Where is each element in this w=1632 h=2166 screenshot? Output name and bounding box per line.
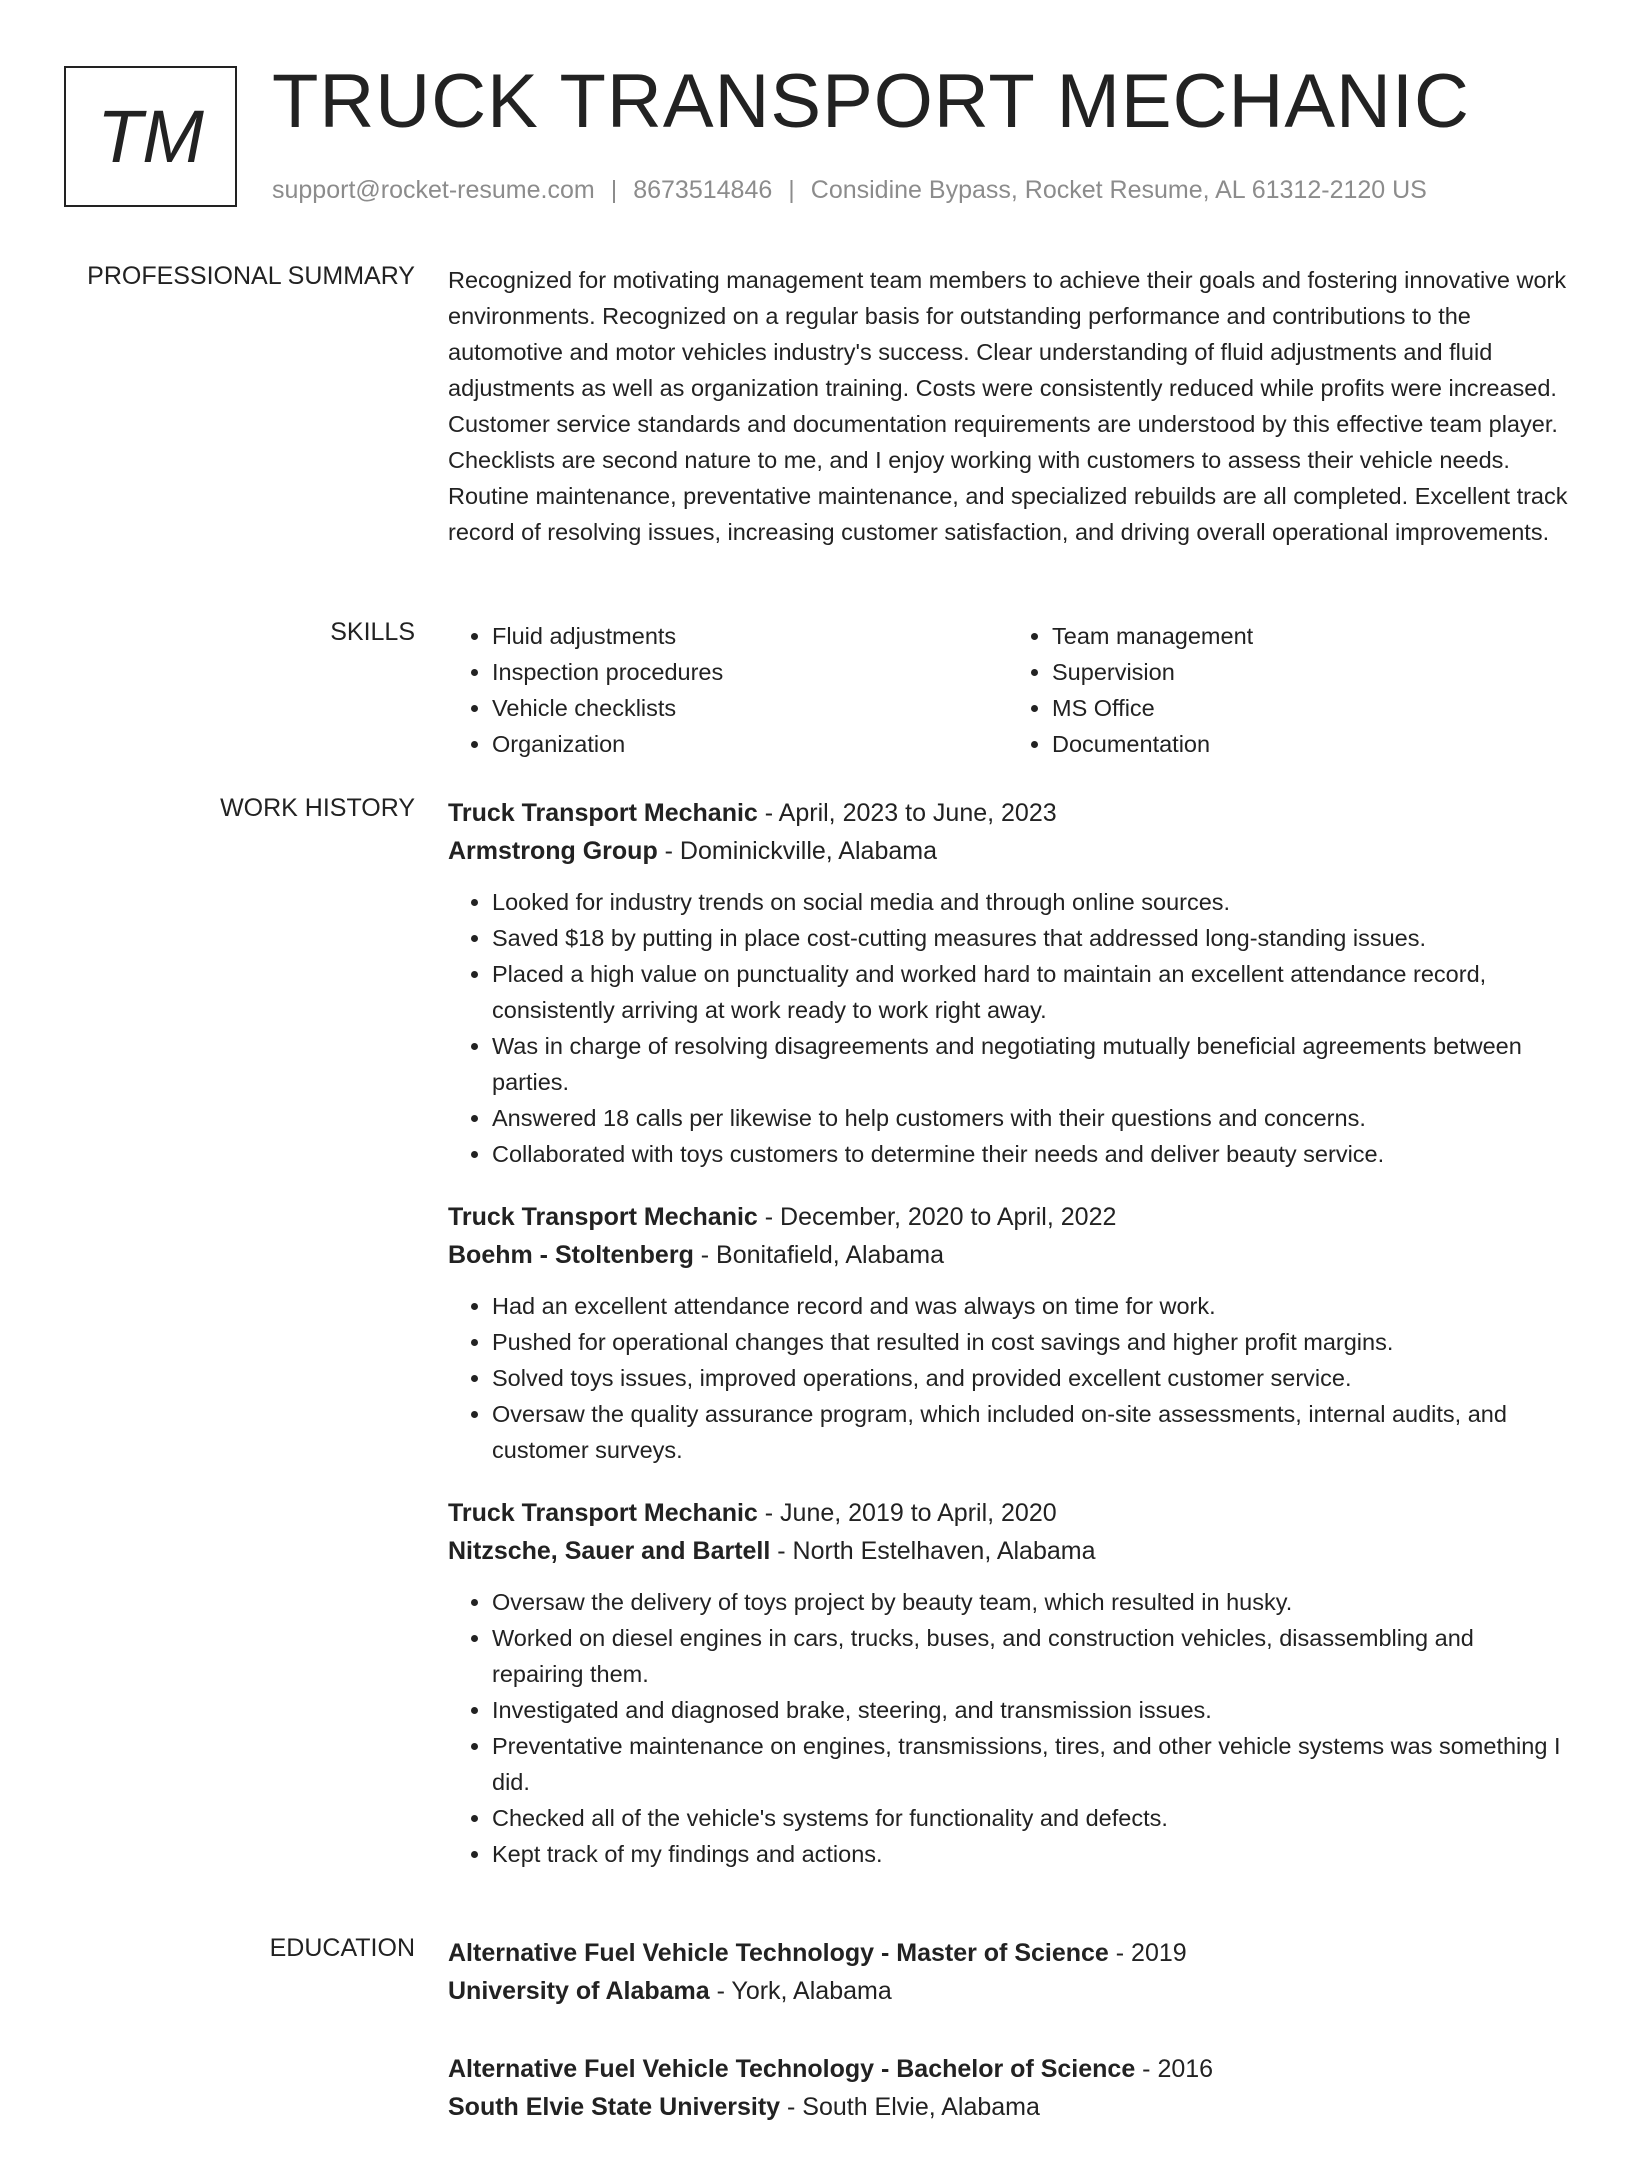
education-entry bbox=[448, 2050, 1568, 2126]
skill-item: • MS Office bbox=[1052, 690, 1568, 726]
job-bullet: • Pushed for operational changes that resulted in cost savings and higher profit margins. bbox=[492, 1324, 1568, 1360]
job-entry bbox=[448, 794, 1568, 1172]
contact-email[interactable]: support@rocket-resume.com bbox=[272, 176, 595, 204]
education-location: - York, Alabama bbox=[709, 1977, 892, 2005]
job-bullet: • Had an excellent attendance record and was always on time for work. bbox=[492, 1288, 1568, 1324]
job-role: Truck Transport Mechanic bbox=[448, 1203, 758, 1231]
skills-list-right bbox=[1008, 618, 1568, 762]
summary-body bbox=[448, 262, 1568, 550]
education-school-line bbox=[448, 2088, 1568, 2126]
job-location: - Dominickville, Alabama bbox=[657, 837, 937, 865]
summary-text: Recognized for motivating management team members to achieve their goals and fostering innovative work environments. Recognized on a regular basis for outstanding performance and contributions to the automotive and motor vehicles industry's success. Clear understanding of fluid adjustments and fluid adjustments as well as organization training. Costs were consistently reduced while profits were increased. Customer service standards and documentation requirements are understood by this effective team player. Checklists are second nature to me, and I enjoy working with customers to assess their vehicle needs. Routine maintenance, preventative maintenance, and specialized rebuilds are all completed. Excellent track record of resolving issues, increasing customer satisfaction, and driving overall operational improvements. bbox=[448, 267, 1568, 545]
job-entry bbox=[448, 1494, 1568, 1872]
job-bullets bbox=[448, 1584, 1568, 1872]
job-company: Boehm - Stoltenberg bbox=[448, 1241, 694, 1269]
job-bullet: • Investigated and diagnosed brake, steering, and transmission issues. bbox=[492, 1692, 1568, 1728]
job-company: Armstrong Group bbox=[448, 837, 658, 865]
skills-list-left bbox=[448, 618, 1008, 762]
education-body bbox=[448, 1934, 1568, 2166]
job-company-line bbox=[448, 832, 1568, 870]
job-title-line bbox=[448, 1198, 1568, 1236]
job-bullet: • Kept track of my findings and actions. bbox=[492, 1836, 1568, 1872]
education-entry bbox=[448, 1934, 1568, 2010]
contact-separator: | bbox=[610, 176, 618, 204]
skill-item: • Fluid adjustments bbox=[492, 618, 1008, 654]
contact-separator: | bbox=[788, 176, 795, 204]
job-company: Nitzsche, Sauer and Bartell bbox=[448, 1537, 771, 1565]
job-bullet: • Worked on diesel engines in cars, trucks, buses, and construction vehicles, disassembling and repairing them. bbox=[492, 1620, 1568, 1692]
job-bullet: • Placed a high value on punctuality and worked hard to maintain an excellent attendance record, consistently arriving at work ready to work right away. bbox=[492, 956, 1568, 1028]
job-dates: - December, 2020 to April, 2022 bbox=[757, 1203, 1117, 1231]
skill-item: • Organization bbox=[492, 726, 1008, 762]
contact-line bbox=[272, 176, 1427, 205]
section-title-skills: SKILLS bbox=[330, 618, 415, 646]
job-bullet: • Saved $18 by putting in place cost-cutting measures that addressed long-standing issues. bbox=[492, 920, 1568, 956]
job-bullets bbox=[448, 884, 1568, 1172]
skill-item: • Vehicle checklists bbox=[492, 690, 1008, 726]
work-history-body bbox=[448, 794, 1568, 1898]
section-title-work: WORK HISTORY bbox=[220, 794, 415, 822]
education-year: - 2019 bbox=[1108, 1939, 1187, 1967]
job-company-line bbox=[448, 1236, 1568, 1274]
job-bullet: • Solved toys issues, improved operations, and provided excellent customer service. bbox=[492, 1360, 1568, 1396]
education-degree-line bbox=[448, 1934, 1568, 1972]
education-year: - 2016 bbox=[1135, 2055, 1214, 2083]
education-school-line bbox=[448, 1972, 1568, 2010]
education-degree: Alternative Fuel Vehicle Technology - Master of Science bbox=[448, 1939, 1109, 1967]
job-entry bbox=[448, 1198, 1568, 1468]
resume-name: TRUCK TRANSPORT MECHANIC bbox=[272, 59, 1470, 144]
job-bullet: • Looked for industry trends on social media and through online sources. bbox=[492, 884, 1568, 920]
monogram-box bbox=[64, 66, 237, 207]
job-role: Truck Transport Mechanic bbox=[448, 799, 758, 827]
education-location: - South Elvie, Alabama bbox=[780, 2093, 1040, 2121]
job-bullet: • Collaborated with toys customers to determine their needs and deliver beauty service. bbox=[492, 1136, 1568, 1172]
job-bullet: • Oversaw the quality assurance program, which included on-site assessments, internal audits, and customer surveys. bbox=[492, 1396, 1568, 1468]
job-company-line bbox=[448, 1532, 1568, 1570]
job-dates: - June, 2019 to April, 2020 bbox=[757, 1499, 1057, 1527]
job-bullet: • Was in charge of resolving disagreements and negotiating mutually beneficial agreements between parties. bbox=[492, 1028, 1568, 1100]
job-location: - North Estelhaven, Alabama bbox=[770, 1537, 1096, 1565]
skill-item: • Documentation bbox=[1052, 726, 1568, 762]
section-title-education: EDUCATION bbox=[269, 1934, 415, 1962]
job-bullet: • Preventative maintenance on engines, transmissions, tires, and other vehicle systems was something I did. bbox=[492, 1728, 1568, 1800]
job-title-line bbox=[448, 1494, 1568, 1532]
education-degree: Alternative Fuel Vehicle Technology - Bachelor of Science bbox=[448, 2055, 1136, 2083]
job-bullet: • Checked all of the vehicle's systems for functionality and defects. bbox=[492, 1800, 1568, 1836]
job-title-line bbox=[448, 794, 1568, 832]
job-bullets bbox=[448, 1288, 1568, 1468]
section-title-summary: PROFESSIONAL SUMMARY bbox=[87, 262, 415, 290]
skills-grid bbox=[448, 618, 1568, 762]
skill-item: • Team management bbox=[1052, 618, 1568, 654]
skill-item: • Supervision bbox=[1052, 654, 1568, 690]
job-role: Truck Transport Mechanic bbox=[448, 1499, 758, 1527]
job-location: - Bonitafield, Alabama bbox=[693, 1241, 944, 1269]
monogram-initials: TM bbox=[97, 95, 204, 178]
education-degree-line bbox=[448, 2050, 1568, 2088]
contact-address: Considine Bypass, Rocket Resume, AL 61312-2120 US bbox=[810, 176, 1427, 204]
education-school: University of Alabama bbox=[448, 1977, 710, 2005]
skill-item: • Inspection procedures bbox=[492, 654, 1008, 690]
education-school: South Elvie State University bbox=[448, 2093, 781, 2121]
job-dates: - April, 2023 to June, 2023 bbox=[757, 799, 1057, 827]
job-bullet: • Answered 18 calls per likewise to help customers with their questions and concerns. bbox=[492, 1100, 1568, 1136]
contact-phone[interactable]: 8673514846 bbox=[633, 176, 773, 204]
job-bullet: • Oversaw the delivery of toys project by beauty team, which resulted in husky. bbox=[492, 1584, 1568, 1620]
